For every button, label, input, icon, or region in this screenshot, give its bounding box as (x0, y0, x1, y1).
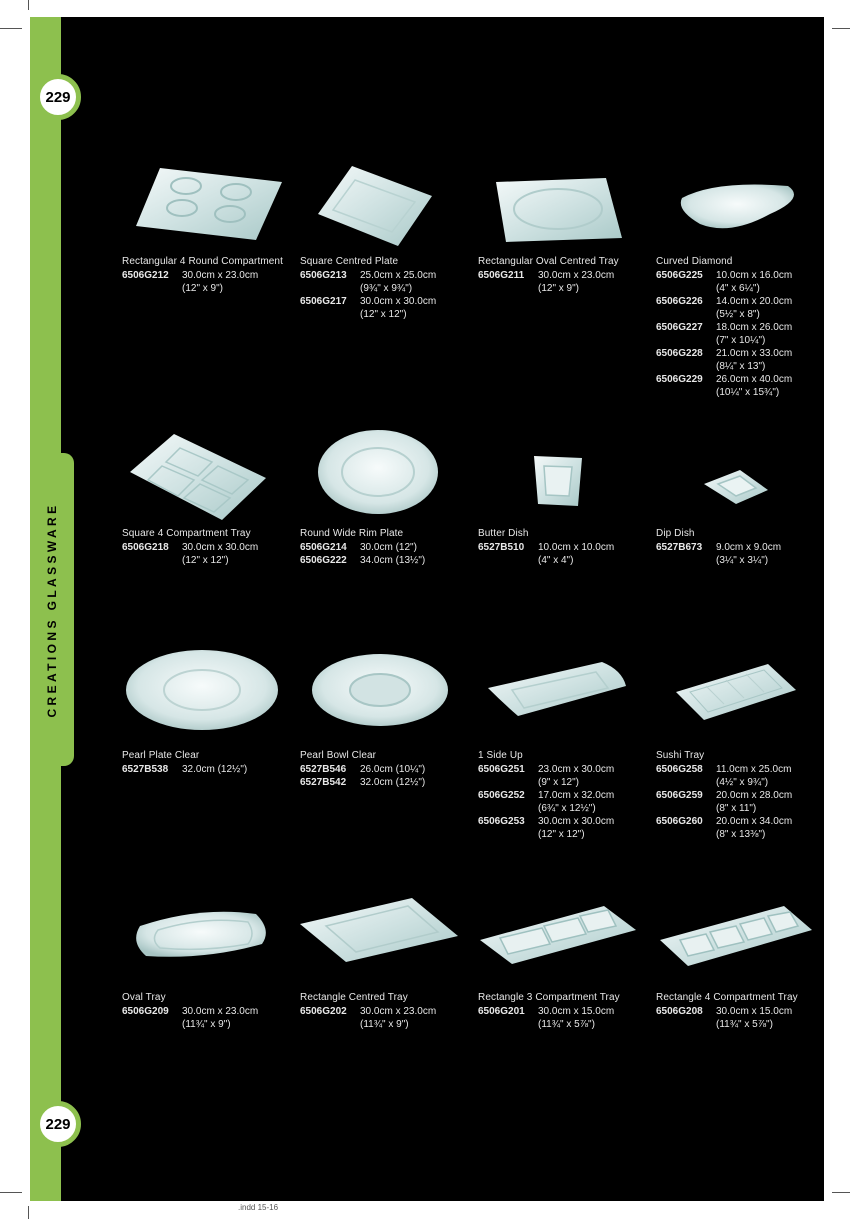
product-code: 6506G213 (300, 270, 347, 281)
product-dimensions (716, 1005, 792, 1031)
dimension-line: 30.0cm x 23.0cm (538, 270, 615, 281)
product-code: 6506G252 (478, 790, 525, 801)
product-code: 6527B546 (300, 764, 347, 775)
product-name: Square Centred Plate (300, 256, 399, 267)
product-block (122, 255, 292, 295)
product-variant (656, 295, 826, 321)
dimension-line: 30.0cm x 23.0cm (182, 270, 259, 281)
dimension-line: 25.0cm x 25.0cm (360, 270, 437, 281)
dimension-line: 11.0cm x 25.0cm (716, 764, 792, 775)
product-variant (656, 1005, 826, 1031)
rect-4-round-compartment-image (136, 168, 282, 240)
dimension-line: 30.0cm (12") (360, 542, 417, 553)
product-code: 6506G251 (478, 764, 525, 775)
dimension-line: (9" x 12") (538, 777, 580, 788)
dimension-line: (12" x 9") (538, 283, 580, 294)
rect-oval-centred-tray-image (496, 178, 622, 242)
dimension-line: 21.0cm x 33.0cm (716, 348, 793, 359)
square-4-compartment-tray-image (130, 434, 266, 520)
product-variant (656, 763, 826, 789)
product-dimensions (716, 295, 792, 321)
page-number-bottom: 229 (35, 1101, 81, 1147)
dimension-line: (8¼" x 13") (716, 361, 766, 372)
product-dimensions (360, 541, 417, 554)
dimension-line: 26.0cm (10¼") (360, 764, 426, 775)
product-code: 6506G253 (478, 816, 525, 827)
product-dimensions (716, 269, 792, 295)
product-dimensions (716, 541, 781, 567)
product-dimensions (360, 295, 436, 321)
product-dimensions (538, 789, 614, 815)
product-variant (300, 776, 470, 789)
dimension-line: 30.0cm x 30.0cm (360, 296, 437, 307)
product-block (478, 749, 648, 841)
product-dimensions (360, 776, 425, 789)
product-code: 6506G212 (122, 270, 169, 281)
dimension-line: 18.0cm x 26.0cm (716, 322, 793, 333)
dimension-line: (4½" x 9¾") (716, 777, 769, 788)
product-variant (656, 815, 826, 841)
product-variant (122, 269, 292, 295)
dimension-line: 30.0cm x 30.0cm (538, 816, 615, 827)
product-code: 6506G227 (656, 322, 703, 333)
product-block (656, 255, 826, 399)
dimension-line: (8" x 11") (716, 803, 757, 814)
product-dimensions (538, 1005, 614, 1031)
product-block (300, 749, 470, 789)
product-block (478, 255, 648, 295)
page-number-top: 229 (35, 74, 81, 120)
product-variant (656, 347, 826, 373)
butter-dish-image (534, 456, 582, 506)
dimension-line: (12" x 12") (182, 555, 229, 566)
product-name: Rectangular Oval Centred Tray (478, 256, 619, 267)
product-block (300, 527, 470, 567)
dimension-line: 17.0cm x 32.0cm (538, 790, 615, 801)
rectangle-3-compartment-tray-image (480, 906, 636, 964)
product-block (300, 255, 470, 321)
product-dimensions (360, 269, 436, 295)
product-variant (478, 789, 648, 815)
dimension-line: (11¾" x 9") (360, 1019, 409, 1030)
product-block (122, 749, 292, 776)
product-name: Rectangle Centred Tray (300, 992, 408, 1003)
oval-tray-image (136, 912, 266, 957)
product-block (300, 991, 470, 1031)
product-variant (300, 1005, 470, 1031)
product-block (478, 991, 648, 1031)
product-name: Butter Dish (478, 528, 529, 539)
product-code: 6506G226 (656, 296, 703, 307)
product-variant (656, 321, 826, 347)
product-code: 6527B538 (122, 764, 169, 775)
curved-diamond-image (681, 185, 794, 229)
dimension-line: 30.0cm x 23.0cm (360, 1006, 437, 1017)
dimension-line: 30.0cm x 15.0cm (716, 1006, 793, 1017)
product-code: 6506G229 (656, 374, 703, 385)
product-dimensions (360, 763, 425, 776)
dimension-line: (6¾" x 12½") (538, 803, 596, 814)
product-code: 6506G259 (656, 790, 703, 801)
product-variant (122, 1005, 292, 1031)
dimension-line: (12" x 12") (360, 309, 407, 320)
product-variant (300, 295, 470, 321)
dimension-line: 20.0cm x 28.0cm (716, 790, 793, 801)
sushi-tray-image (676, 664, 796, 720)
dimension-line: 30.0cm x 23.0cm (182, 1006, 259, 1017)
dimension-line: 23.0cm x 30.0cm (538, 764, 615, 775)
dimension-line: (11¾" x 5⅞") (716, 1019, 773, 1030)
dimension-line: (12" x 12") (538, 829, 585, 840)
product-dimensions (716, 373, 792, 399)
product-dimensions (716, 321, 792, 347)
dimension-line: 10.0cm x 10.0cm (538, 542, 615, 553)
dimension-line: (5½" x 8") (716, 309, 760, 320)
rectangle-4-compartment-tray-image (660, 906, 812, 966)
product-code: 6506G208 (656, 1006, 703, 1017)
dimension-line: 14.0cm x 20.0cm (716, 296, 793, 307)
product-name: Pearl Bowl Clear (300, 750, 377, 761)
square-centred-plate-image (318, 166, 432, 246)
product-variant (478, 815, 648, 841)
pearl-bowl-clear-image (312, 654, 448, 726)
round-wide-rim-plate-image (318, 430, 438, 514)
product-variant (656, 789, 826, 815)
dimension-line: 10.0cm x 16.0cm (716, 270, 793, 281)
product-name: Rectangular 4 Round Compartment (122, 256, 283, 267)
product-variant (656, 373, 826, 399)
product-dimensions (360, 554, 425, 567)
product-name: 1 Side Up (478, 750, 523, 761)
product-variant (300, 763, 470, 776)
product-dimensions (716, 347, 792, 373)
dimension-line: 20.0cm x 34.0cm (716, 816, 793, 827)
product-variant (300, 554, 470, 567)
product-variant (478, 269, 648, 295)
dimension-line: (11¾" x 9") (182, 1019, 231, 1030)
product-block (656, 991, 826, 1031)
product-code: 6527B673 (656, 542, 703, 553)
product-variant (656, 269, 826, 295)
product-code: 6506G225 (656, 270, 703, 281)
product-dimensions (538, 541, 614, 567)
product-variant (478, 1005, 648, 1031)
product-dimensions (538, 269, 614, 295)
section-title: CREATIONS GLASSWARE (45, 502, 59, 718)
dimension-line: (11¾" x 5⅞") (538, 1019, 595, 1030)
dip-dish-image (704, 470, 768, 504)
product-block (478, 527, 648, 567)
product-variant (300, 541, 470, 554)
rectangle-centred-tray-image (300, 898, 458, 962)
product-block (122, 527, 292, 567)
product-block (656, 527, 826, 567)
dimension-line: (4" x 6¼") (716, 283, 760, 294)
product-name: Curved Diamond (656, 256, 733, 267)
product-code: 6506G214 (300, 542, 347, 553)
product-block (656, 749, 826, 841)
product-variant (122, 541, 292, 567)
product-code: 6506G209 (122, 1006, 169, 1017)
product-name: Dip Dish (656, 528, 695, 539)
product-variant (300, 269, 470, 295)
dimension-line: (9¾" x 9¾") (360, 283, 413, 294)
product-name: Rectangle 3 Compartment Tray (478, 992, 620, 1003)
one-side-up-image (488, 662, 626, 716)
product-name: Square 4 Compartment Tray (122, 528, 251, 539)
product-block (122, 991, 292, 1031)
product-dimensions (182, 269, 258, 295)
product-code: 6506G201 (478, 1006, 525, 1017)
product-code: 6527B542 (300, 777, 347, 788)
product-code: 6506G211 (478, 270, 525, 281)
product-code: 6506G217 (300, 296, 347, 307)
product-dimensions (538, 763, 614, 789)
product-variant (478, 541, 648, 567)
product-code: 6506G258 (656, 764, 703, 775)
product-code: 6506G260 (656, 816, 703, 827)
product-name: Rectangle 4 Compartment Tray (656, 992, 798, 1003)
dimension-line: (3¼" x 3¼") (716, 555, 769, 566)
product-variant (122, 763, 292, 776)
product-dimensions (360, 1005, 436, 1031)
dimension-line: (12" x 9") (182, 283, 224, 294)
dimension-line: 9.0cm x 9.0cm (716, 542, 782, 553)
dimension-line: (7" x 10¼") (716, 335, 766, 346)
product-dimensions (182, 541, 258, 567)
dimension-line: 26.0cm x 40.0cm (716, 374, 793, 385)
product-name: Round Wide Rim Plate (300, 528, 404, 539)
file-footer: .indd 15-16 (238, 1203, 279, 1212)
dimension-line: 32.0cm (12½") (182, 764, 248, 775)
pearl-plate-clear-image (126, 650, 278, 730)
dimension-line: (8" x 13⅜") (716, 829, 766, 840)
product-name: Sushi Tray (656, 750, 705, 761)
dimension-line: 30.0cm x 30.0cm (182, 542, 259, 553)
product-code: 6506G202 (300, 1006, 347, 1017)
dimension-line: 32.0cm (12½") (360, 777, 426, 788)
product-code: 6506G228 (656, 348, 703, 359)
product-dimensions (716, 763, 791, 789)
dimension-line: (4" x 4") (538, 555, 574, 566)
product-code: 6506G218 (122, 542, 169, 553)
dimension-line: (10¼" x 15¾") (716, 387, 780, 398)
product-dimensions (182, 763, 247, 776)
product-name: Pearl Plate Clear (122, 750, 200, 761)
dimension-line: 30.0cm x 15.0cm (538, 1006, 615, 1017)
product-code: 6506G222 (300, 555, 347, 566)
product-dimensions (716, 815, 792, 841)
product-code: 6527B510 (478, 542, 525, 553)
product-name: Oval Tray (122, 992, 166, 1003)
product-variant (656, 541, 826, 567)
product-dimensions (182, 1005, 258, 1031)
product-dimensions (716, 789, 792, 815)
product-dimensions (538, 815, 614, 841)
dimension-line: 34.0cm (13½") (360, 555, 426, 566)
product-variant (478, 763, 648, 789)
